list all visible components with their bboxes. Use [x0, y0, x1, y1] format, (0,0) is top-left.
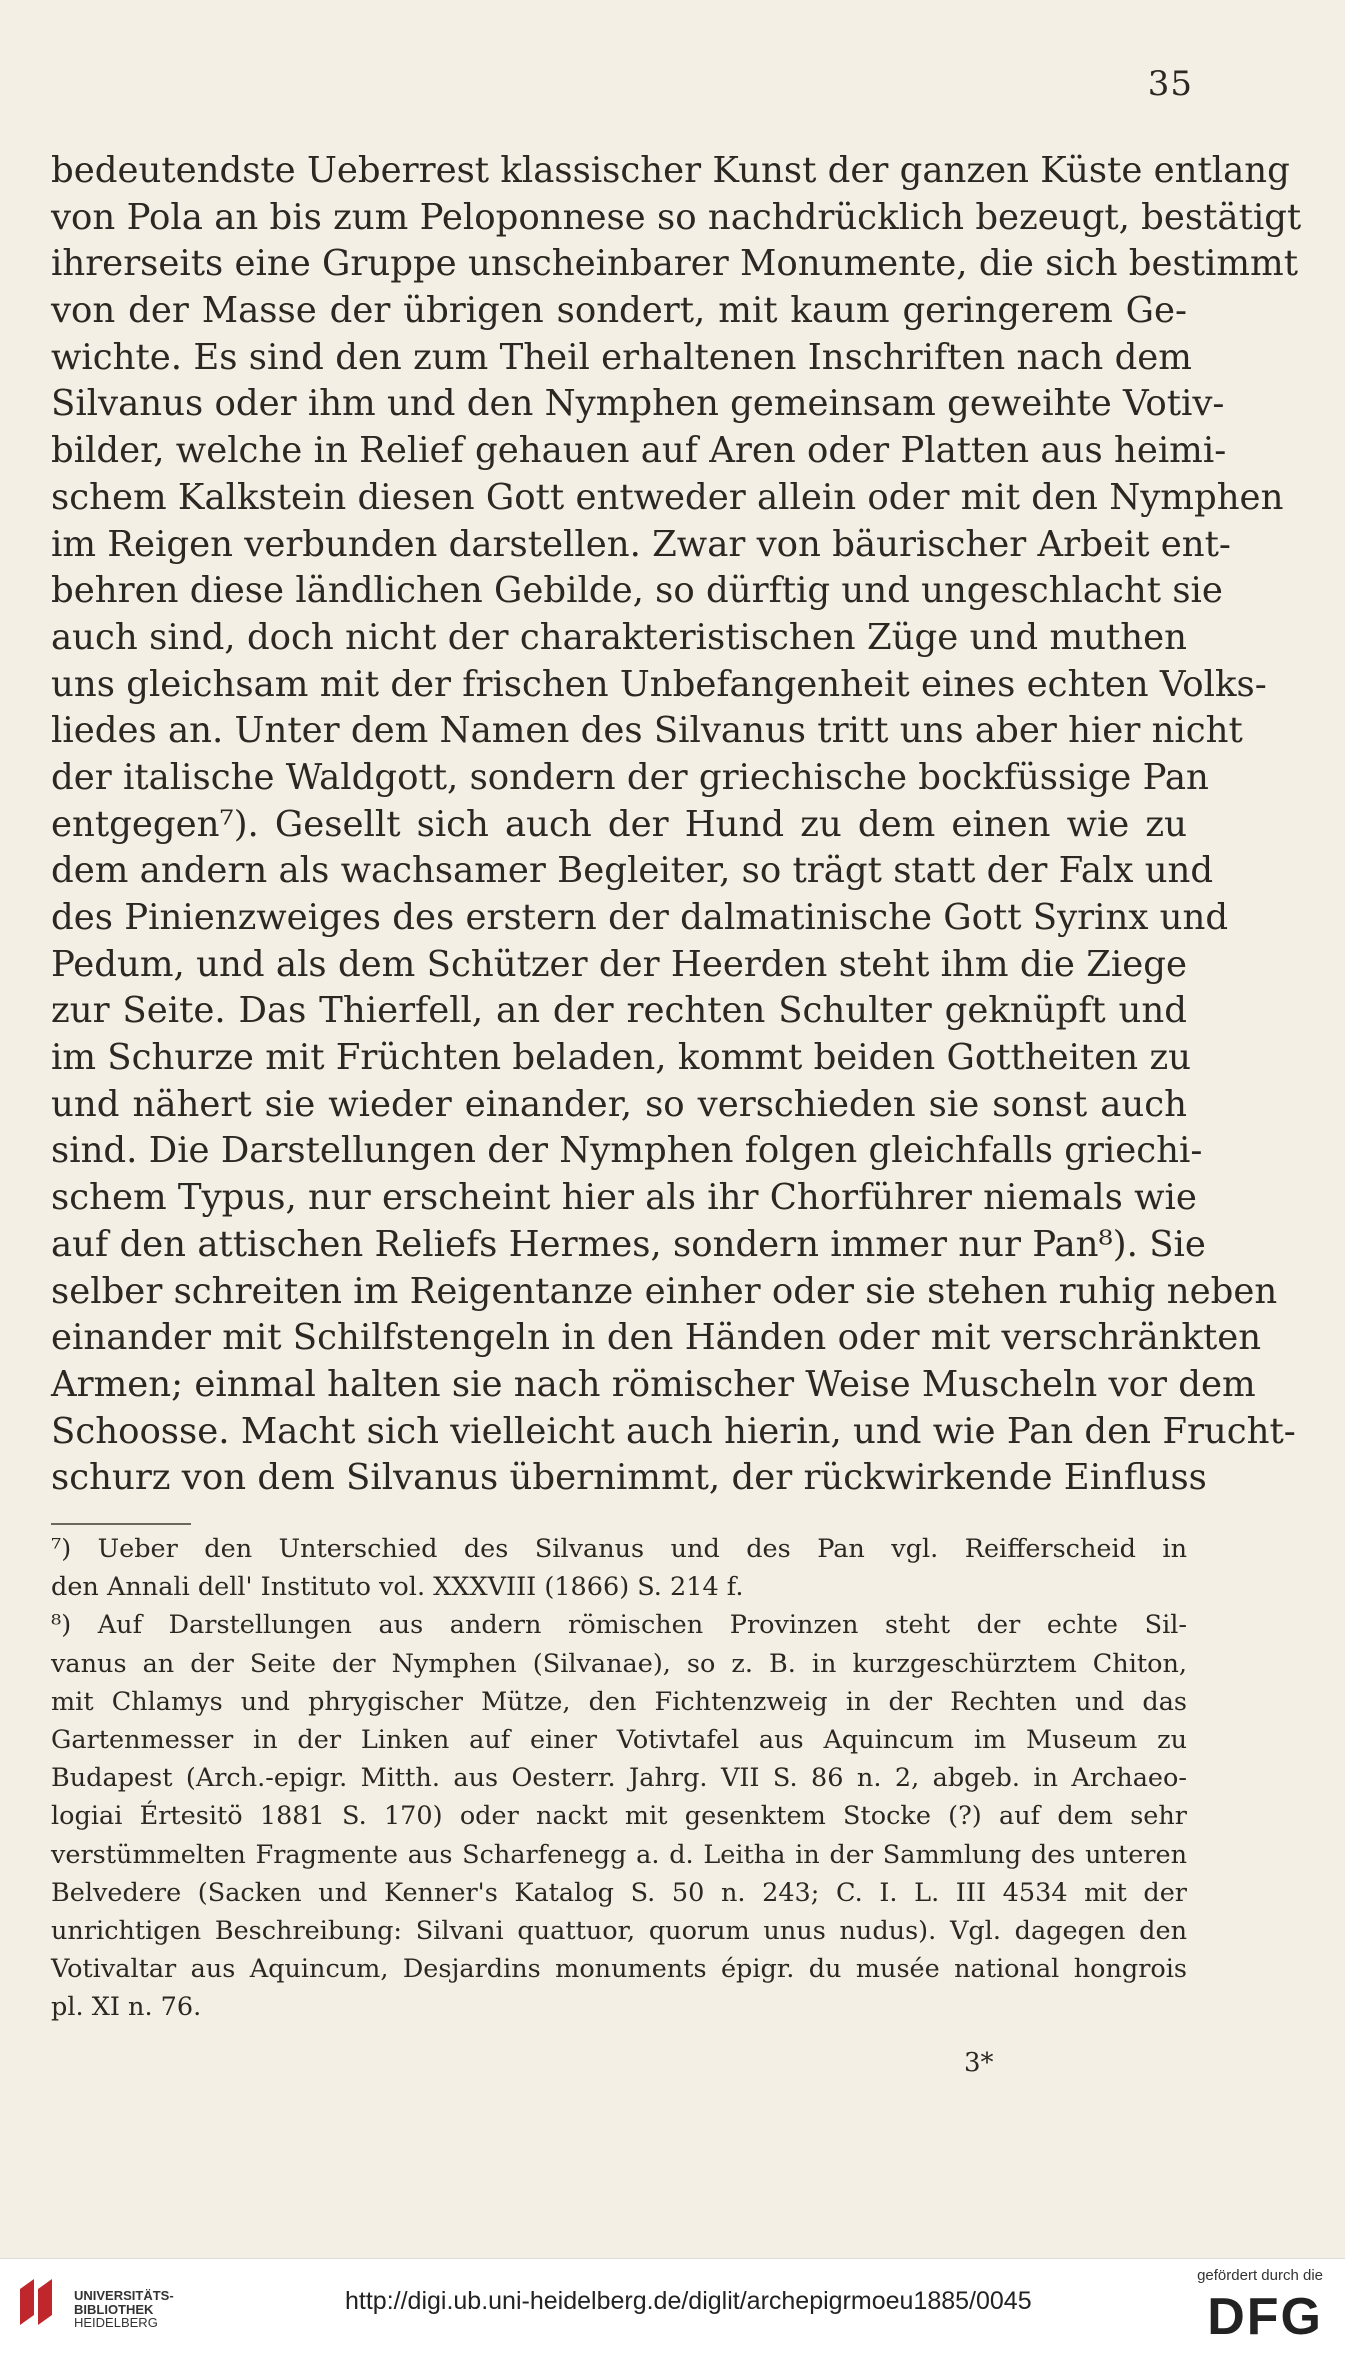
library-logo-text	[74, 2289, 174, 2330]
body-line: bedeutendste Ueberrest klassischer Kunst der ganzen Küste entlang	[51, 150, 1290, 191]
footnotes	[51, 1530, 1187, 2026]
body-line: selber schreiten im Reigentanze einher oder sie stehen ruhig neben	[51, 1270, 1278, 1312]
body-line: im Schurze mit Früchten beladen, kommt beiden Gottheiten zu	[51, 1037, 1192, 1079]
body-line: im Reigen verbunden darstellen. Zwar von bäurischer Arbeit ent-	[51, 523, 1231, 565]
body-line: einander mit Schilfstengeln in den Händen oder mit verschränkten	[51, 1317, 1262, 1359]
body-line: wichte. Es sind den zum Theil erhaltenen Inschriften nach dem	[51, 336, 1192, 378]
logo-line-3: HEIDELBERG	[74, 2315, 158, 2330]
footnote-line: den Annali dell' Instituto vol. XXXVIII (1866) S. 214 f.	[51, 1572, 744, 1603]
body-line: Pedum, und als dem Schützer der Heerden steht ihm die Ziege	[51, 943, 1187, 985]
footnote-line: vanus an der Seite der Nymphen (Silvanae), so z. B. in kurzgeschürztem Chiton,	[51, 1648, 1187, 1679]
footnote-line: logiai Értesitö 1881 S. 170) oder nackt mit gesenktem Stocke (?) auf dem sehr	[51, 1801, 1187, 1832]
funding-note: gefördert durch die	[1197, 2267, 1323, 2284]
footnote-line: ⁸) Auf Darstellungen aus andern römischen Provinzen steht der echte Sil-	[51, 1610, 1187, 1641]
body-line: uns gleichsam mit der frischen Unbefangenheit eines echten Volks-	[51, 663, 1267, 705]
body-line: bilder, welche in Relief gehauen auf Aren oder Platten aus heimi-	[51, 430, 1227, 472]
body-line: behren diese ländlichen Gebilde, so dürftig und ungeschlacht sie	[51, 570, 1223, 612]
permalink-url[interactable]: http://digi.ub.uni-heidelberg.de/diglit/archepigrmoeu1885/0045	[345, 2287, 1032, 2315]
body-line: auf den attischen Reliefs Hermes, sondern immer nur Pan⁸). Sie	[51, 1223, 1206, 1265]
body-line: liedes an. Unter dem Namen des Silvanus tritt uns aber hier nicht	[51, 710, 1243, 752]
body-line: dem andern als wachsamer Begleiter, so trägt statt der Falx und	[51, 850, 1214, 892]
footnote-line: Budapest (Arch.-epigr. Mitth. aus Oesterr. Jahrg. VII S. 86 n. 2, abgeb. in Archaeo-	[51, 1763, 1187, 1794]
signature-mark: 3*	[964, 2048, 994, 2078]
library-logo-icon	[14, 2275, 60, 2331]
viewer-footer	[0, 2258, 1345, 2358]
logo-line-1: UNIVERSITÄTS-	[74, 2288, 174, 2303]
footnote-line: verstümmelten Fragmente aus Scharfenegg a. d. Leitha in der Sammlung des unteren	[51, 1839, 1187, 1870]
footnote-line: unrichtigen Beschreibung: Silvani quattuor, quorum unus nudus). Vgl. dagegen den	[51, 1915, 1187, 1946]
body-line: und nähert sie wieder einander, so verschieden sie sonst auch	[51, 1083, 1187, 1125]
body-line: des Pinienzweiges des erstern der dalmatinische Gott Syrinx und	[51, 897, 1229, 938]
body-line: schurz von dem Silvanus übernimmt, der rückwirkende Einfluss	[51, 1457, 1207, 1499]
body-line: zur Seite. Das Thierfell, an der rechten Schulter geknüpft und	[51, 990, 1187, 1032]
body-line: Silvanus oder ihm und den Nymphen gemeinsam geweihte Votiv-	[51, 383, 1225, 425]
body-line: sind. Die Darstellungen der Nymphen folgen gleichfalls griechi-	[51, 1130, 1203, 1172]
footnote-line: mit Chlamys und phrygischer Mütze, den Fichtenzweig in der Rechten und das	[51, 1686, 1187, 1717]
body-line: ihrerseits eine Gruppe unscheinbarer Monumente, die sich bestimmt	[51, 243, 1298, 285]
body-line: entgegen⁷). Gesellt sich auch der Hund zu dem einen wie zu	[51, 803, 1187, 845]
dfg-logo: DFG	[1207, 2288, 1323, 2346]
page-number: 35	[1147, 64, 1193, 104]
body-line: der italische Waldgott, sondern der griechische bockfüssige Pan	[51, 756, 1209, 798]
footnote-line: Votivaltar aus Aquincum, Desjardins monuments épigr. du musée national hongrois	[51, 1954, 1187, 1985]
body-line: Armen; einmal halten sie nach römischer Weise Muscheln vor dem	[51, 1363, 1256, 1405]
body-line: von der Masse der übrigen sondert, mit kaum geringerem Ge-	[51, 290, 1187, 332]
footnote-line: pl. XI n. 76.	[51, 1992, 202, 2023]
footnote-line: Gartenmesser in der Linken auf einer Votivtafel aus Aquincum im Museum zu	[51, 1724, 1187, 1755]
footnote-line: ⁷) Ueber den Unterschied des Silvanus und des Pan vgl. Reifferscheid in	[51, 1534, 1187, 1564]
body-text	[51, 148, 1302, 1502]
logo-line-2: BIBLIOTHEK	[74, 2301, 154, 2317]
body-line: Schoosse. Macht sich vielleicht auch hierin, und wie Pan den Frucht-	[51, 1410, 1296, 1452]
body-line: schem Typus, nur erscheint hier als ihr Chorführer niemals wie	[51, 1177, 1197, 1219]
footnote-line: Belvedere (Sacken und Kenner's Katalog S. 50 n. 243; C. I. L. III 4534 mit der	[51, 1877, 1187, 1908]
body-line: von Pola an bis zum Peloponnese so nachdrücklich bezeugt, bestätigt	[51, 196, 1302, 238]
footnote-divider	[51, 1523, 191, 1525]
body-line: schem Kalkstein diesen Gott entweder allein oder mit den Nymphen	[51, 476, 1284, 518]
body-line: auch sind, doch nicht der charakteristischen Züge und muthen	[51, 616, 1187, 658]
